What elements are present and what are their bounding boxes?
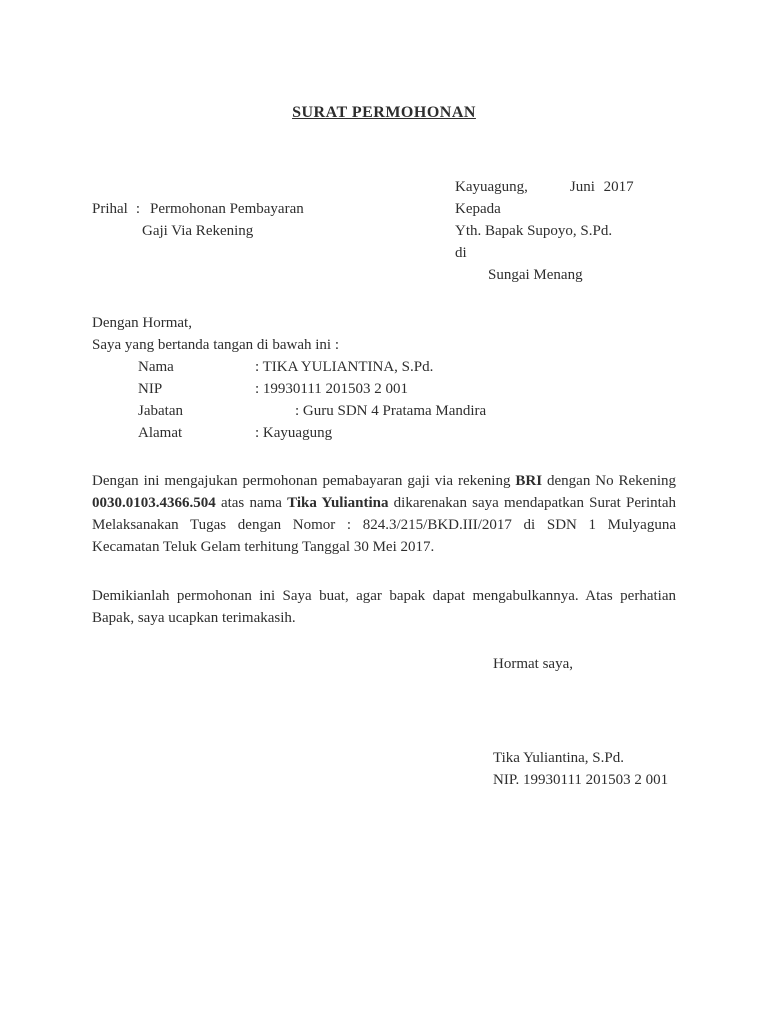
identity-row-alamat xyxy=(92,422,676,444)
body-p1-bold-bri: BRI xyxy=(515,473,543,489)
subject-label: Prihal xyxy=(92,201,128,217)
subject-text-2: Gaji Via Rekening xyxy=(142,223,254,239)
letter-header xyxy=(92,176,676,286)
body-p1-text-4: dikarenakan saya mendapatkan Surat Perintah Melaksanakan Tugas dengan Nomor : 824.3/215/BKD.III/2017 di SDN 1 Mulyaguna Kecamatan Teluk Gelam terhitung Tanggal 30 Mei 2017. xyxy=(92,495,676,555)
identity-label-nama: Nama xyxy=(138,359,174,375)
identity-label-jabatan: Jabatan xyxy=(138,403,183,419)
identity-value-jabatan: : Guru SDN 4 Pratama Mandira xyxy=(295,403,487,419)
date-city: Kayuagung, xyxy=(455,179,528,195)
identity-value-nip: : 19930111 201503 2 001 xyxy=(255,381,409,397)
signature-block xyxy=(493,747,676,791)
identity-block xyxy=(92,356,676,444)
identity-row-jabatan xyxy=(92,400,676,422)
subject-block xyxy=(92,176,455,286)
body-p1-bold-account: 0030.0103.4366.504 xyxy=(92,495,216,511)
identity-row-nama xyxy=(92,356,676,378)
identity-row-nip xyxy=(92,378,676,400)
subject-text-1: Permohonan Pembayaran xyxy=(150,201,304,217)
recipient-block xyxy=(455,176,676,286)
body-paragraph-1 xyxy=(92,470,676,558)
salutation-block xyxy=(92,312,676,356)
signature-nip: NIP. 19930111 201503 2 001 xyxy=(493,772,669,788)
body-p1-text-2: dengan No Rekening xyxy=(542,473,676,489)
recipient-name: Yth. Bapak Supoyo, S.Pd. xyxy=(455,223,613,239)
body-paragraph-2: Demikianlah permohonan ini Saya buat, agar bapak dapat mengabulkannya. Atas perhatian Bapak, saya ucapkan terimakasih. xyxy=(92,588,676,626)
letter-title: SURAT PERMOHONAN xyxy=(292,104,476,121)
identity-value-alamat: : Kayuagung xyxy=(255,425,333,441)
salutation-intro: Saya yang bertanda tangan di bawah ini : xyxy=(92,337,340,353)
closing-salutation: Hormat saya, xyxy=(493,656,573,672)
salutation-greeting: Dengan Hormat, xyxy=(92,315,192,331)
body-p1-text-3: atas nama xyxy=(215,495,288,511)
body-p1-bold-name: Tika Yuliantina xyxy=(287,495,389,511)
recipient-city: Sungai Menang xyxy=(488,267,583,283)
recipient-di: di xyxy=(455,245,467,261)
identity-label-nip: NIP xyxy=(138,381,163,397)
date-line xyxy=(455,176,676,198)
signature-name: Tika Yuliantina, S.Pd. xyxy=(493,750,624,766)
recipient-kepada: Kepada xyxy=(455,201,501,217)
date-month-year: Juni 2017 xyxy=(569,179,634,195)
identity-value-nama: : TIKA YULIANTINA, S.Pd. xyxy=(255,359,434,375)
body-p1-text-1: Dengan ini mengajukan permohonan pemabayaran gaji via rekening xyxy=(92,473,516,489)
identity-label-alamat: Alamat xyxy=(138,425,183,441)
subject-line-1 xyxy=(92,198,455,220)
subject-colon: : xyxy=(135,201,141,217)
